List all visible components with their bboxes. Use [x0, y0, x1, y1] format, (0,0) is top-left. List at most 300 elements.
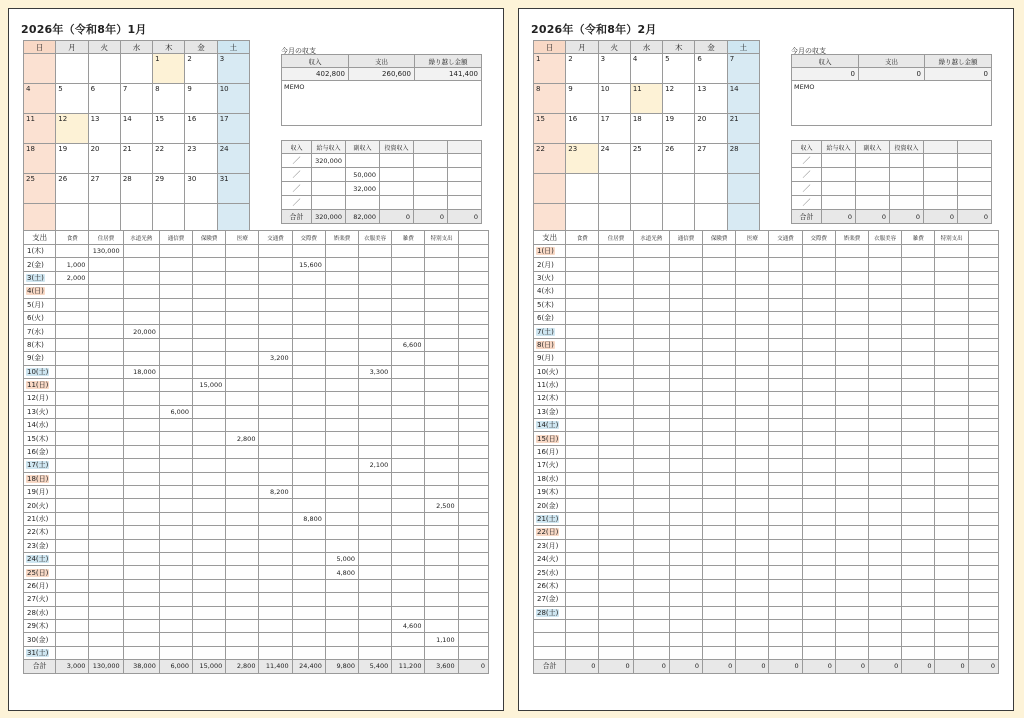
expense-cell: [392, 566, 425, 579]
expense-cell: [835, 512, 868, 525]
expense-cell: [802, 633, 835, 646]
expense-cell: [359, 392, 392, 405]
expense-cell: [736, 271, 769, 284]
expense-cell: [835, 325, 868, 338]
expense-total-label: 合計: [24, 660, 56, 673]
expense-cell: [325, 539, 358, 552]
day-cell: [534, 419, 566, 432]
calendar-day-cell: 21: [120, 144, 152, 174]
expense-cell: [835, 579, 868, 592]
expense-cell: [359, 619, 392, 632]
expense-cell: [56, 512, 89, 525]
day-cell: [24, 486, 56, 499]
expense-cell: [159, 378, 192, 391]
expense-cell: [566, 352, 599, 365]
expense-cell: [869, 579, 902, 592]
expense-cell: [226, 352, 259, 365]
expense-cell: [769, 378, 802, 391]
expense-cell: [769, 539, 802, 552]
expense-cell: [769, 365, 802, 378]
day-label: 11(水): [537, 381, 559, 390]
expense-cell: [902, 579, 935, 592]
expense-cell: [902, 271, 935, 284]
expense-cell: [703, 552, 736, 565]
expense-cell: [769, 271, 802, 284]
day-cell: [534, 338, 566, 351]
february-page: [518, 8, 1014, 711]
income-cell: [890, 196, 924, 210]
expense-cell: [123, 245, 159, 258]
day-label: 5(月): [27, 300, 44, 309]
expense-cell: [902, 311, 935, 324]
expense-cell: [159, 445, 192, 458]
expense-cell: [633, 338, 669, 351]
day-label: 12(木): [537, 394, 559, 403]
expense-cell: [458, 271, 488, 284]
expense-cell: [935, 352, 968, 365]
expense-cell: [599, 539, 633, 552]
expense-cell: [259, 552, 292, 565]
income-total-value: 0: [856, 210, 890, 224]
calendar-day-cell: 2: [566, 54, 598, 84]
expense-cell: [935, 566, 968, 579]
expense-category-header: 保険費: [193, 231, 226, 245]
day-cell: [24, 419, 56, 432]
expense-cell: [869, 325, 902, 338]
expense-cell: [669, 552, 702, 565]
expense-cell: [159, 325, 192, 338]
expense-cell: [566, 472, 599, 485]
expense-cell: [703, 499, 736, 512]
expense-cell: [325, 486, 358, 499]
day-label: 17(土): [27, 461, 49, 470]
expense-total-value: 3,600: [425, 660, 458, 673]
expense-category-header: 医療: [226, 231, 259, 245]
expense-cell: [802, 392, 835, 405]
expense-cell: [869, 392, 902, 405]
expense-cell: [835, 285, 868, 298]
expense-cell: [802, 325, 835, 338]
expense-cell: [89, 619, 123, 632]
expense-cell: [566, 526, 599, 539]
expense-cell: [968, 311, 998, 324]
expense-cell: [425, 419, 458, 432]
expense-cell: [599, 298, 633, 311]
expense-cell: [769, 499, 802, 512]
expense-cell: [292, 285, 325, 298]
calendar-day-cell: 27: [88, 174, 120, 204]
expense-cell: [902, 539, 935, 552]
expense-cell: [226, 392, 259, 405]
expense-cell: [89, 566, 123, 579]
expense-cell: [902, 245, 935, 258]
expense-cell: [56, 352, 89, 365]
day-label: 10(火): [537, 367, 559, 376]
expense-cell: [325, 445, 358, 458]
expense-cell: [835, 486, 868, 499]
expense-cell: [736, 298, 769, 311]
expense-cell: [458, 646, 488, 659]
day-cell: [24, 445, 56, 458]
expense-cell: [123, 392, 159, 405]
expense-cell: [835, 539, 868, 552]
expense-cell: [159, 499, 192, 512]
income-cell: [380, 154, 414, 168]
expense-cell: [633, 285, 669, 298]
income-cell: [822, 182, 856, 196]
expense-cell: [935, 325, 968, 338]
expense-cell: [425, 432, 458, 445]
income-cell: [414, 196, 448, 210]
expense-cell: [392, 405, 425, 418]
expense-cell: [458, 566, 488, 579]
expense-cell: [292, 419, 325, 432]
expense-cell: [935, 258, 968, 271]
expense-cell: [633, 258, 669, 271]
expense-cell: [968, 392, 998, 405]
expense-cell: [669, 566, 702, 579]
expense-cell: [736, 633, 769, 646]
expense-cell: 2,500: [425, 499, 458, 512]
expense-cell: [392, 579, 425, 592]
expense-cell: [566, 245, 599, 258]
expense-cell: [902, 486, 935, 499]
expense-cell: [703, 258, 736, 271]
day-label: 22(木): [27, 528, 49, 537]
expense-cell: [123, 258, 159, 271]
expense-cell: [325, 258, 358, 271]
expense-cell: [292, 445, 325, 458]
expense-cell: [935, 619, 968, 632]
expense-cell: [736, 445, 769, 458]
expense-cell: [123, 539, 159, 552]
expense-cell: [566, 258, 599, 271]
calendar-day-cell: 22: [153, 144, 185, 174]
calendar-day-cell: 22: [534, 144, 566, 174]
expense-cell: [359, 593, 392, 606]
expense-cell: [392, 552, 425, 565]
expense-cell: [56, 338, 89, 351]
expense-cell: [259, 392, 292, 405]
expense-cell: [835, 552, 868, 565]
income-header: [448, 141, 482, 154]
income-cell: [346, 154, 380, 168]
expense-cell: [669, 285, 702, 298]
day-cell: [534, 512, 566, 525]
expense-cell: [259, 271, 292, 284]
expense-cell: [458, 633, 488, 646]
expense-cell: [669, 646, 702, 659]
weekday-header: 土: [727, 41, 759, 54]
expense-cell: [425, 285, 458, 298]
expense-cell: [769, 526, 802, 539]
expense-cell: [425, 459, 458, 472]
expense-cell: [458, 338, 488, 351]
expense-cell: [359, 405, 392, 418]
expense-cell: [392, 298, 425, 311]
expense-cell: [392, 392, 425, 405]
day-cell: [534, 646, 566, 659]
expense-cell: [123, 619, 159, 632]
expense-cell: [425, 325, 458, 338]
expense-cell: [599, 432, 633, 445]
income-total-value: 82,000: [346, 210, 380, 224]
monthly-summary-table: [281, 54, 482, 126]
expense-cell: [359, 552, 392, 565]
day-cell: [24, 352, 56, 365]
expense-total-value: 3,000: [56, 660, 89, 673]
expense-cell: [703, 445, 736, 458]
expense-cell: [669, 539, 702, 552]
expense-cell: [566, 405, 599, 418]
weekday-header: 火: [88, 41, 120, 54]
expense-cell: [835, 633, 868, 646]
expense-cell: [902, 392, 935, 405]
expense-cell: [226, 566, 259, 579]
expense-cell: [968, 552, 998, 565]
expense-cell: [159, 526, 192, 539]
expense-cell: [633, 405, 669, 418]
expense-cell: [193, 606, 226, 619]
expense-cell: [159, 512, 192, 525]
calendar-day-cell: 25: [630, 144, 662, 174]
expense-cell: [56, 432, 89, 445]
expense-cell: [193, 526, 226, 539]
expense-cell: [226, 245, 259, 258]
day-cell: [534, 392, 566, 405]
expense-category-header: 住居費: [89, 231, 123, 245]
calendar-day-cell: 19: [663, 114, 695, 144]
expense-cell: [123, 298, 159, 311]
expense-cell: 2,100: [359, 459, 392, 472]
expense-cell: [599, 459, 633, 472]
day-label: 22(日): [537, 528, 559, 537]
expense-cell: [769, 258, 802, 271]
expense-cell: [835, 432, 868, 445]
expense-cell: [392, 593, 425, 606]
expense-cell: [359, 245, 392, 258]
expense-cell: [359, 311, 392, 324]
expense-cell: [325, 432, 358, 445]
expense-cell: [736, 593, 769, 606]
expense-cell: [392, 445, 425, 458]
expense-cell: [292, 619, 325, 632]
expense-cell: [968, 285, 998, 298]
calendar-day-cell: [217, 204, 249, 234]
expense-cell: [869, 526, 902, 539]
day-label: 16(金): [27, 448, 49, 457]
expense-cell: [802, 499, 835, 512]
expense-cell: [226, 459, 259, 472]
income-cell: [924, 168, 958, 182]
expense-cell: [458, 365, 488, 378]
expense-cell: 1,100: [425, 633, 458, 646]
income-date-slash: ／: [792, 182, 822, 196]
expense-cell: [935, 606, 968, 619]
calendar-day-cell: 1: [534, 54, 566, 84]
income-cell: [890, 154, 924, 168]
day-label: 1(木): [27, 247, 44, 256]
expense-cell: [89, 338, 123, 351]
expense-cell: [193, 245, 226, 258]
day-label: 31(土): [27, 648, 49, 657]
calendar-day-cell: [88, 204, 120, 234]
expense-cell: [769, 646, 802, 659]
expense-cell: [89, 325, 123, 338]
expense-cell: [425, 606, 458, 619]
expense-cell: [968, 352, 998, 365]
expense-cell: [159, 579, 192, 592]
income-cell: [856, 154, 890, 168]
expense-cell: [633, 619, 669, 632]
expense-cell: [869, 633, 902, 646]
expense-cell: 6,600: [392, 338, 425, 351]
calendar-day-cell: 19: [56, 144, 88, 174]
expense-cell: [669, 311, 702, 324]
expense-cell: [633, 566, 669, 579]
calendar-day-cell: 13: [88, 114, 120, 144]
expense-cell: [56, 392, 89, 405]
expense-cell: [159, 539, 192, 552]
day-label: 15(日): [537, 434, 559, 443]
expense-cell: [259, 325, 292, 338]
expense-cell: [123, 311, 159, 324]
expense-cell: [359, 472, 392, 485]
expense-cell: [193, 512, 226, 525]
expense-cell: [599, 526, 633, 539]
expense-cell: [769, 512, 802, 525]
expense-cell: [392, 539, 425, 552]
expense-cell: [769, 633, 802, 646]
expense-cell: [458, 619, 488, 632]
income-date-slash: ／: [282, 196, 312, 210]
expense-cell: [935, 633, 968, 646]
expense-cell: [259, 285, 292, 298]
expense-cell: [835, 566, 868, 579]
income-header: 給与収入: [312, 141, 346, 154]
expense-cell: [359, 646, 392, 659]
expense-cell: [669, 512, 702, 525]
income-cell: [958, 182, 992, 196]
expense-cell: [599, 258, 633, 271]
expense-cell: [669, 633, 702, 646]
expense-cell: [56, 285, 89, 298]
income-date-slash: ／: [282, 154, 312, 168]
expense-cell: [599, 552, 633, 565]
expense-cell: [703, 579, 736, 592]
expense-cell: [869, 258, 902, 271]
expense-total-value: 6,000: [159, 660, 192, 673]
expense-cell: [259, 432, 292, 445]
income-cell: [380, 168, 414, 182]
expense-cell: [869, 646, 902, 659]
expense-cell: [56, 539, 89, 552]
expense-cell: [292, 606, 325, 619]
expense-cell: [56, 325, 89, 338]
expense-cell: [968, 445, 998, 458]
expense-cell: [193, 646, 226, 659]
expense-cell: [802, 419, 835, 432]
expense-cell: [769, 432, 802, 445]
expense-cell: [359, 271, 392, 284]
expense-cell: [869, 311, 902, 324]
expense-cell: [226, 405, 259, 418]
day-cell: [534, 619, 566, 632]
page-title: 2026年（令和8年）1月: [21, 23, 147, 36]
day-label: 18(水): [537, 474, 559, 483]
expense-cell: [325, 646, 358, 659]
expense-cell: [935, 459, 968, 472]
expense-cell: [325, 298, 358, 311]
expense-cell: [123, 432, 159, 445]
calendar-day-cell: 29: [153, 174, 185, 204]
calendar-day-cell: 2: [185, 54, 217, 84]
expense-cell: [935, 646, 968, 659]
expense-cell: [703, 245, 736, 258]
summary-header: 支出: [859, 55, 925, 68]
expense-cell: [159, 566, 192, 579]
expense-cell: [633, 432, 669, 445]
calendar-day-cell: 23: [185, 144, 217, 174]
expense-cell: [325, 512, 358, 525]
expense-cell: [566, 311, 599, 324]
expense-cell: [703, 285, 736, 298]
expense-cell: [292, 352, 325, 365]
expense-cell: [392, 606, 425, 619]
memo-field: MEMO: [792, 81, 992, 126]
expense-cell: [736, 245, 769, 258]
expense-total-value: 0: [669, 660, 702, 673]
expense-cell: [736, 566, 769, 579]
day-label: 18(日): [27, 474, 49, 483]
income-cell: [448, 182, 482, 196]
calendar-day-cell: 17: [217, 114, 249, 144]
income-total-value: 0: [414, 210, 448, 224]
expense-cell: [869, 486, 902, 499]
expense-cell: [226, 365, 259, 378]
expense-cell: [935, 365, 968, 378]
expense-cell: [392, 419, 425, 432]
expense-cell: [968, 539, 998, 552]
expense-cell: [835, 298, 868, 311]
income-total-value: 0: [380, 210, 414, 224]
expense-cell: [159, 285, 192, 298]
expense-cell: [566, 271, 599, 284]
expense-cell: [458, 552, 488, 565]
expense-cell: [968, 258, 998, 271]
calendar-day-cell: 10: [217, 84, 249, 114]
calendar-day-cell: 20: [88, 144, 120, 174]
expense-cell: [159, 245, 192, 258]
expense-cell: [703, 419, 736, 432]
day-label: [536, 649, 538, 657]
expense-cell: [123, 552, 159, 565]
weekday-header: 木: [153, 41, 185, 54]
expense-cell: [633, 445, 669, 458]
income-total-value: 0: [448, 210, 482, 224]
expense-cell: [769, 459, 802, 472]
expense-cell: [226, 593, 259, 606]
expense-cell: [193, 325, 226, 338]
expense-cell: [292, 633, 325, 646]
expense-category-header: 食費: [56, 231, 89, 245]
expense-cell: [703, 459, 736, 472]
expense-cell: [769, 419, 802, 432]
income-header: 副収入: [856, 141, 890, 154]
day-label: 24(土): [27, 555, 49, 564]
expense-cell: [89, 378, 123, 391]
expense-cell: [226, 633, 259, 646]
